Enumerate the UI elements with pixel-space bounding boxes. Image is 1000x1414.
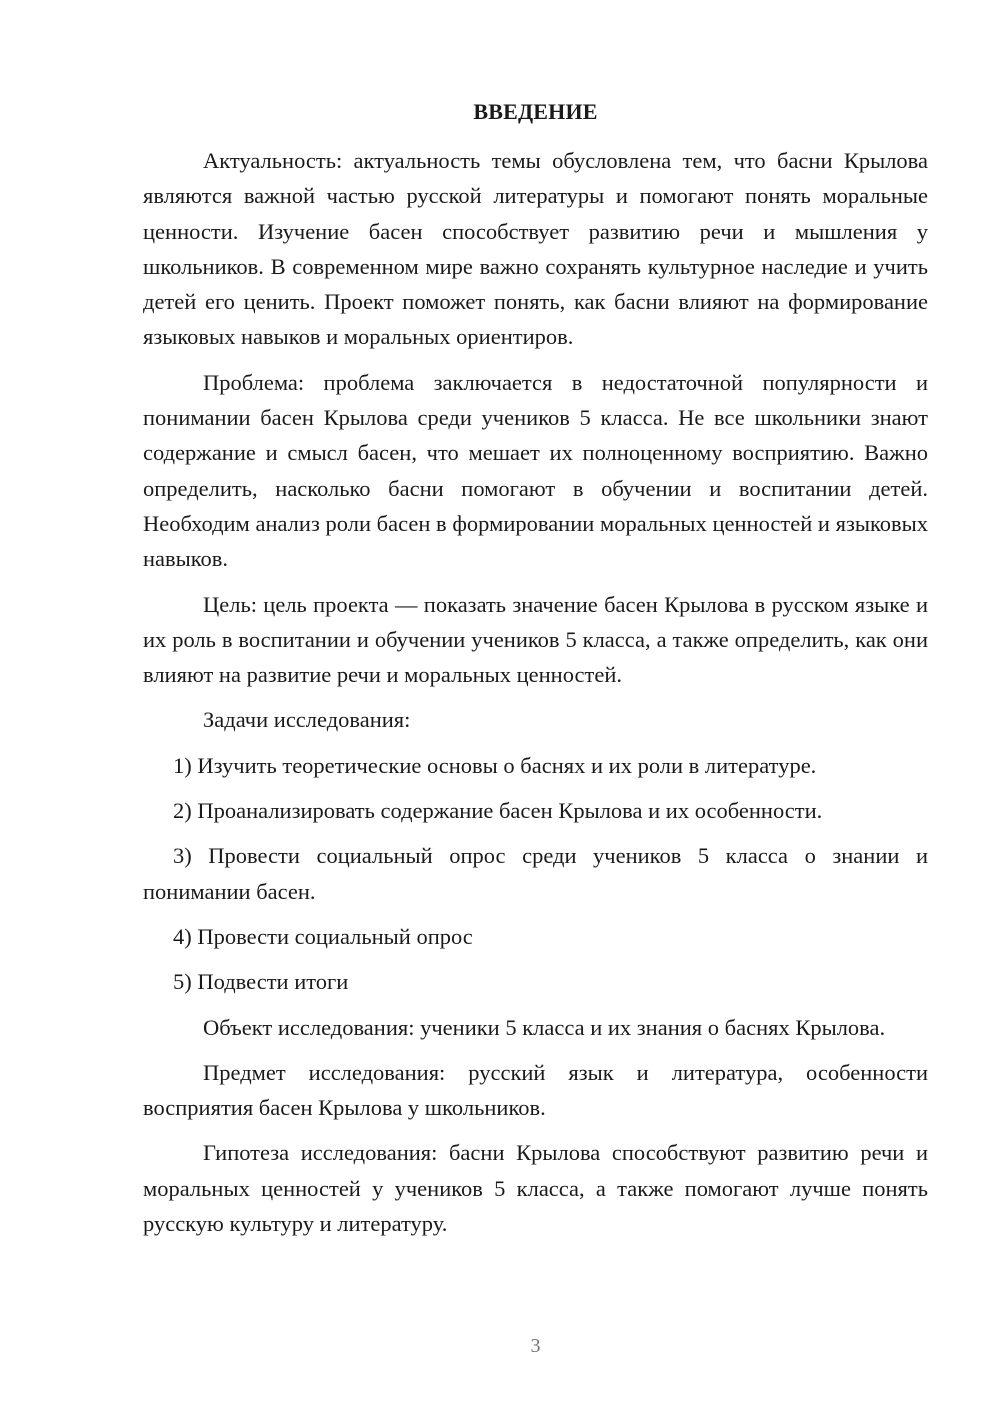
tasks-title: Задачи исследования: [203, 707, 411, 733]
task-item-5: 5) Подвести итоги [173, 969, 349, 995]
relevance-paragraph: Актуальность: актуальность темы обусловлена тем, что басни Крылова являются важной частью русской литературы и помогают понять моральные ценности. Изучение басен способствует развитию речи и мышления у школьников. В современном мире важно сохранять культурное наследие и учить детей его ценить. Проект поможет понять, как басни влияют на формирование языковых навыков и моральных ориентиров. [143, 148, 928, 350]
hypothesis-paragraph: Гипотеза исследования: басни Крылова способствуют развитию речи и моральных ценностей у учеников 5 класса, а также помогают лучше понять русскую культуру и литературу. [143, 1140, 928, 1237]
task-item-1: 1) Изучить теоретические основы о баснях и их роли в литературе. [173, 752, 817, 778]
document-page [143, 0, 928, 1414]
page-number: 3 [530, 1335, 541, 1357]
page-title: ВВЕДЕНИЕ [473, 99, 598, 124]
goal-paragraph: Цель: цель проекта — показать значение басен Крылова в русском языке и их роль в воспитании и обучении учеников 5 класса, а также определить, как они влияют на развитие речи и моральных ценностей. [143, 591, 928, 688]
task-item-2: 2) Проанализировать содержание басен Крылова и их особенности. [173, 798, 823, 824]
task-item-4: 4) Провести социальный опрос [173, 923, 473, 949]
subject-paragraph: Предмет исследования: русский язык и литература, особенности восприятия басен Крылова у школьников. [143, 1059, 928, 1121]
object-paragraph: Объект исследования: ученики 5 класса и их знания о баснях Крылова. [203, 1014, 886, 1040]
body-text [143, 143, 928, 1241]
problem-paragraph: Проблема: проблема заключается в недостаточной популярности и понимании басен Крылова среди учеников 5 класса. Не все школьники знают содержание и смысл басен, что мешает их полноценному восприятию. Важно определить, насколько басни помогают в обучении и воспитании детей. Необходим анализ роли басен в формировании моральных ценностей и языковых навыков. [143, 369, 928, 572]
task-item-3: 3) Провести социальный опрос среди учеников 5 класса о знании и понимании басен. [143, 843, 928, 904]
